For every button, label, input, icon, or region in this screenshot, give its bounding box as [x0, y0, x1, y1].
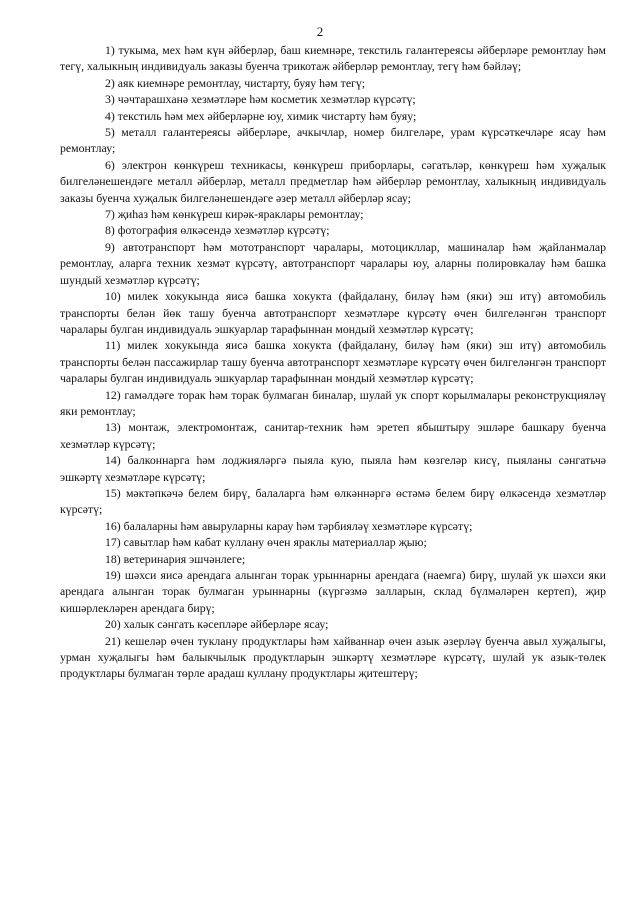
list-item-10: 10) милек хокукында яисә башка хокукта (файдалану, биләү һәм (яки) эш итү) автомобиль транспорты белән йөк ташу буенча автотранспорт хезмәтләре күрсәтү өчен билгеләнгән транспорт чаралары булган индивидуаль эшкуарлар тарафыннан мондый хезмәтләр күрсәтү; [60, 289, 606, 336]
list-item-1: 1) тукыма, мех һәм күн әйберләр, баш киемнәре, текстиль галантереясы әйберләре ремонтлау һәм тегү, халыкның индивидуаль заказы буенча трикотаж әйберләр ремонтлау, тегү һәм бәйләү; [60, 43, 606, 74]
list-item-15: 15) мәктәпкәчә белем бирү, балаларга һәм өлкәннәргә өстәмә белем бирү өлкәсендә хезмәтләр күрсәтү; [60, 485, 606, 517]
list-item-16: 16) балаларны һәм авыруларны карау һәм тәрбияләү хезмәтләре күрсәтү; [105, 518, 473, 533]
list-item-17: 17) савытлар һәм кабат куллану өчен яраклы материаллар җыю; [105, 535, 427, 550]
list-item-18: 18) ветеринария эшчәнлеге; [105, 551, 246, 566]
list-item-19: 19) шәхси яисә арендага алынган торак урыннарны арендага (наемга) бирү, шулай ук шәхси яки арендага алынган торак булмаган урыннарны (күргәзмә залларын, склад бүлмәләрен кертеп), җир кишәрлекләрен арендага бирү; [60, 568, 606, 615]
list-item-8: 8) фотография өлкәсендә хезмәтләр күрсәтү; [105, 223, 330, 238]
list-item-4: 4) текстиль һәм мех әйберләрне юу, химик чистарту һәм буяу; [105, 108, 417, 123]
list-item-6: 6) электрон көнкүреш техникасы, көнкүреш приборлары, сәгатьләр, көнкүреш һәм хуҗалык билгеләнешендәге металл әйберләр, металл предметлар һәм әйберләр ремонтлау, халыкның индивидуаль заказы буенча хуҗалык билгеләнешендәге әзер металл әйберләр ясау; [60, 157, 606, 205]
list-item-12: 12) гамәлдәге торак һәм торак булмаган биналар, шулай ук спорт корылмалары реконструкцияләү яки ремонтлау; [60, 387, 606, 418]
list-item-11: 11) милек хокукында яисә башка хокукта (файдалану, биләү һәм (яки) эш итү) автомобиль транспорты белән пассажирлар ташу буенча автотранспорт хезмәтләре күрсәтү өчен билгеләнгән транспорт чаралары булган индивидуаль эшкуарлар тарафыннан мондый хезмәтләр күрсәтү; [60, 338, 606, 386]
list-item-14: 14) балконнарга һәм лоджияләргә пыяла кую, пыяла һәм көзгеләр кисү, пыяланы сәнгатьчә эшкәртү хезмәтләре күрсәтү; [60, 453, 606, 484]
list-item-9: 9) автотранспорт һәм мототранспорт чаралары, мотоцикллар, машиналар һәм җайланмалар ремонтлау, аларга техник хезмәт күрсәтү, автотранспорт чаралары юу, аларны полировкалау һәм башка шундый хезмәтләр күрсәтү; [60, 239, 606, 287]
document-body [60, 42, 606, 682]
list-item-21: 21) кешеләр өчен тукланy продуктлары һәм хайваннар өчен азык әзерләү буенча авыл хуҗалыгы, урман хуҗалыгы һәм балыкчылык продуктларын эшкәртү хезмәтләре күрсәтү, шулай ук азык-төлек продуктлары булмаган төрле арадаш куллану продуктлары җитештерү; [60, 633, 606, 681]
list-item-3: 3) чәчтарашханә хезмәтләре һәм косметик хезмәтләр күрсәтү; [105, 92, 416, 107]
page-number: 2 [316, 24, 324, 39]
list-item-5: 5) металл галантереясы әйберләре, ачкычлар, номер билгеләре, урам күрсәткечләре ясау һәм ремонтлау; [60, 125, 606, 156]
list-item-20: 20) халык сәнгать кәсепләре әйберләре ясау; [105, 617, 329, 632]
list-item-13: 13) монтаж, электромонтаж, санитар-техник һәм эретеп ябыштыру эшләре башкару буенча хезмәтләр күрсәтү; [60, 420, 606, 451]
list-item-7: 7) җиһаз һәм көнкүреш кирәк-яраклары ремонтлау; [105, 207, 364, 222]
list-item-2: 2) аяк киемнәре ремонтлау, чистарту, буяу һәм тегү; [105, 75, 366, 90]
